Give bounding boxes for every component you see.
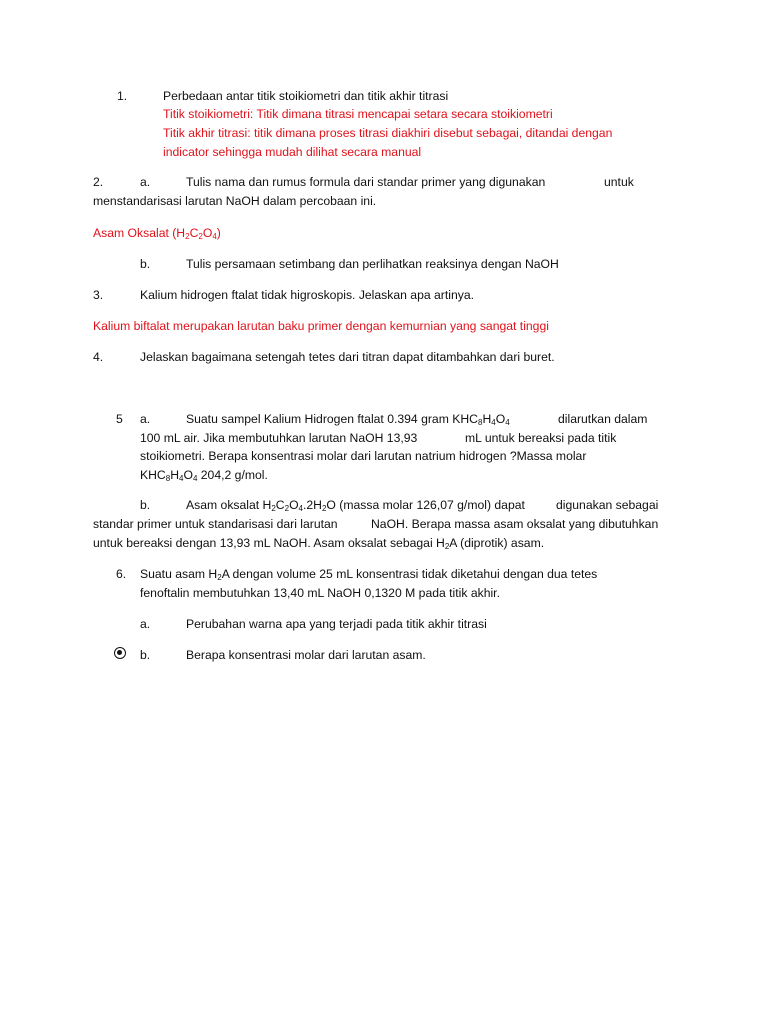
q6-number: 6. [116, 567, 127, 581]
q6a-text: Perubahan warna apa yang terjadi pada titik akhir titrasi [186, 617, 487, 631]
q5a-line2-end: mL untuk bereaksi pada titik [465, 431, 617, 445]
q5a-line2: 100 mL air. Jika membutuhkan larutan NaOH 13,93 [140, 431, 418, 445]
q3-number: 3. [93, 288, 104, 302]
q3-answer: Kalium biftalat merupakan larutan baku primer dengan kemurnian yang sangat tinggi [93, 319, 549, 333]
q6b-label: b. [140, 648, 151, 662]
q6-line2: fenoftalin membutuhkan 13,40 mL NaOH 0,1320 M pada titik akhir. [140, 586, 500, 600]
q5a-line1-end: dilarutkan dalam [558, 412, 648, 426]
q2a-text-line1-end: untuk [604, 175, 634, 189]
q2b-text: Tulis persamaan setimbang dan perlihatkan reaksinya dengan NaOH [186, 257, 559, 271]
q5a-line1: Suatu sampel Kalium Hidrogen ftalat 0.394 gram $KHC_8H_4O_4$ [186, 412, 510, 427]
q5b-label: b. [140, 498, 151, 512]
q5b-line3: untuk bereaksi dengan 13,93 mL NaOH. Asam oksalat sebagai $H_2A$ (diprotik) asam. [93, 536, 545, 551]
q1-question: Perbedaan antar titik stoikiometri dan titik akhir titrasi [163, 89, 449, 103]
q1-number: 1. [117, 89, 128, 103]
q1-answer-line1: Titik stoikiometri: Titik dimana titrasi mencapai setara secara stoikiometri [163, 107, 553, 121]
q5b-line2-end: NaOH. Berapa massa asam oksalat yang dibutuhkan [371, 517, 659, 531]
q6-line1: Suatu asam $H_2A$ dengan volume 25 mL konsentrasi tidak diketahui dengan dua tetes [140, 567, 598, 582]
q4-number: 4. [93, 350, 104, 364]
q5a-line3: stoikiometri. Berapa konsentrasi molar dari larutan natrium hidrogen ?Massa molar [140, 449, 587, 463]
q1-answer-line2: Titik akhir titrasi: titik dimana proses titrasi diakhiri disebut sebagai, ditandai dengan [163, 126, 613, 140]
q1-answer-line3: indicator sehingga mudah dilihat secara manual [163, 145, 422, 159]
q2-number: 2. [93, 175, 104, 189]
q6b-text: Berapa konsentrasi molar dari larutan asam. [186, 648, 426, 662]
q6a-label: a. [140, 617, 151, 631]
q5b-line1-end: digunakan sebagai [556, 498, 659, 512]
q5-number: 5 [116, 412, 123, 426]
q5a-line4: $KHC_8H_4O_4$ 204,2 g/mol. [140, 468, 268, 483]
q2a-answer: Asam Oksalat $(H_2C_2O_4)$ [93, 226, 221, 241]
q3-question: Kalium hidrogen ftalat tidak higroskopis. Jelaskan apa artinya. [140, 288, 474, 302]
radio-bullet-icon [114, 647, 126, 659]
q5a-label: a. [140, 412, 151, 426]
q2a-label: a. [140, 175, 151, 189]
q2b-label: b. [140, 257, 151, 271]
q2a-text-line2: menstandarisasi larutan NaOH dalam percobaan ini. [93, 194, 377, 208]
q2a-text-line1: Tulis nama dan rumus formula dari standar primer yang digunakan [186, 175, 546, 189]
q4-question: Jelaskan bagaimana setengah tetes dari titran dapat ditambahkan dari buret. [140, 350, 555, 364]
q5b-line1: Asam oksalat $H_2C_2O_4.2H_2O$ (massa molar 126,07 g/mol) dapat [186, 498, 525, 513]
q5b-line2: standar primer untuk standarisasi dari larutan [93, 517, 338, 531]
